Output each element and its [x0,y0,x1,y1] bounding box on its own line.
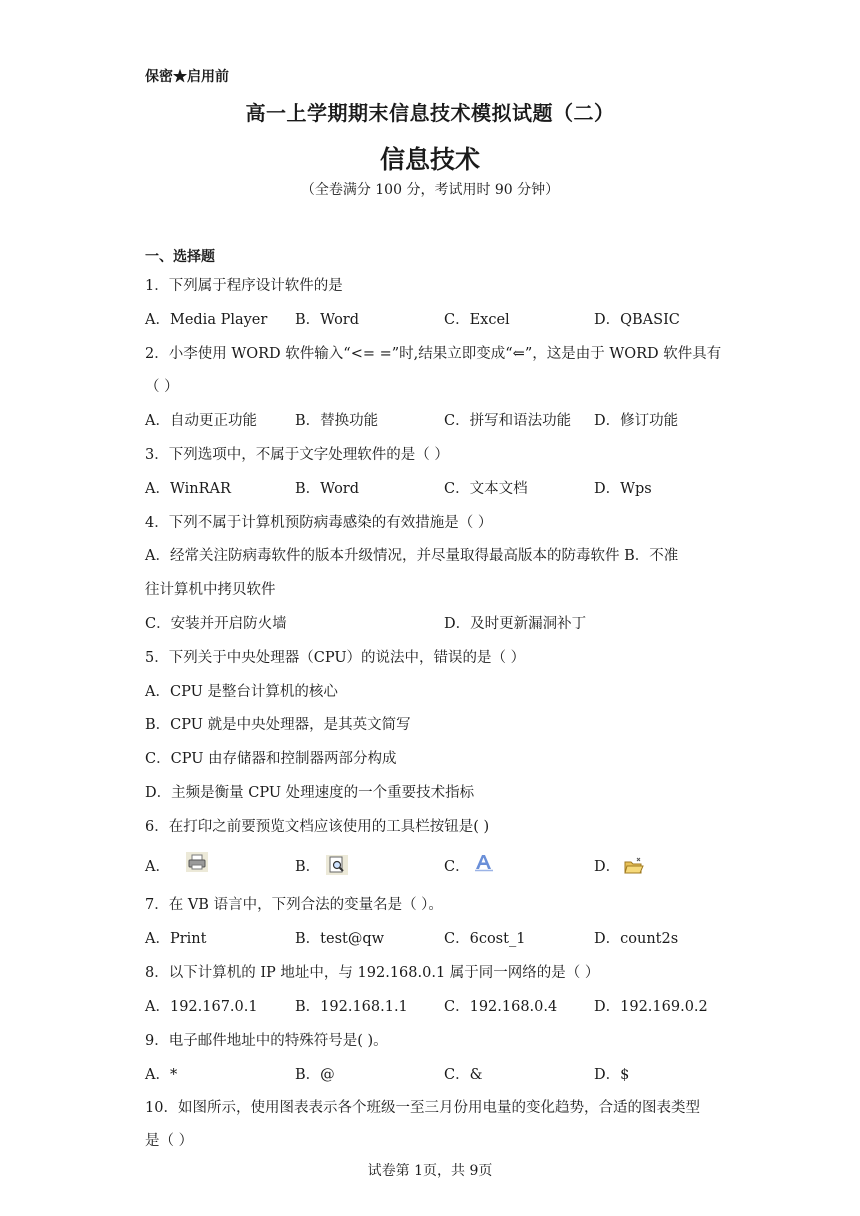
question-9-option-c: C．& [444,1067,483,1083]
question-3-option-b: B．Word [295,481,360,497]
question-9-stem: 9．电子邮件地址中的特殊符号是( )。 [145,1033,388,1049]
question-8-option-c: C．192.168.0.4 [444,999,558,1015]
question-6-option-a: A． [145,859,170,875]
subject-heading: 信息技术 [379,145,480,174]
question-5-option-a: A．CPU 是整台计算机的核心 [145,684,338,700]
question-2-option-d: D．修订功能 [594,413,679,429]
question-6-option-b: B． [295,859,321,875]
question-5-option-d: D．主频是衡量 CPU 处理速度的一个重要技术指标 [145,785,475,801]
section-title: 一、选择题 [145,249,215,265]
question-2-stem-cont: （ ） [145,379,179,395]
print-preview-icon [326,855,348,875]
question-4-options-ab: A．经常关注防病毒软件的版本升级情况，并尽量取得最高版本的防毒软件 B．不准 [145,548,679,564]
question-5-option-b: B．CPU 就是中央处理器，是其英文简写 [145,717,411,733]
question-6-stem: 6．在打印之前要预览文档应该使用的工具栏按钮是( ) [145,819,490,835]
question-8-option-b: B．192.168.1.1 [295,999,408,1015]
question-4-stem: 4．下列不属于计算机预防病毒感染的有效措施是（ ） [145,515,493,531]
question-6-option-d: D． [594,859,621,875]
secret-label: 保密★启用前 [145,69,229,85]
question-3-option-c: C．文本文档 [444,481,528,497]
question-7-option-d: D．count2s [594,931,679,947]
print-icon [186,852,208,872]
question-3-option-a: A．WinRAR [145,481,231,497]
question-1-option-b: B．Word [295,312,360,328]
question-9-option-b: B．@ [295,1067,335,1083]
question-8-option-d: D．192.169.0.2 [594,999,708,1015]
question-2-option-b: B．替换功能 [295,413,379,429]
question-8-stem: 8．以下计算机的 IP 地址中，与 192.168.0.1 属于同一网络的是（ ） [145,965,600,981]
question-8-option-a: A．192.167.0.1 [145,999,258,1015]
question-5-option-c: C．CPU 由存储器和控制器两部分构成 [145,751,397,767]
question-2-option-c: C．拼写和语法功能 [444,413,572,429]
question-3-option-d: D．Wps [594,481,652,497]
question-1-option-a: A．Media Player [145,312,268,328]
question-4-options-ab-cont: 往计算机中拷贝软件 [145,582,276,598]
question-9-option-a: A．* [145,1067,178,1083]
question-6-option-c: C． [444,859,470,875]
exam-note: （全卷满分 100 分，考试用时 90 分钟） [300,182,560,198]
text-style-icon [473,852,495,872]
page-footer: 试卷第 1页，共 9页 [367,1163,493,1179]
question-7-stem: 7．在 VB 语言中，下列合法的变量名是（ ）。 [145,897,443,913]
question-7-option-c: C．6cost_1 [444,931,526,947]
question-10-stem-cont: 是（ ） [145,1133,194,1149]
question-9-option-d: D．$ [594,1067,630,1083]
page-title: 高一上学期期末信息技术模拟试题（二） [245,101,615,125]
question-1-option-d: D．QBASIC [594,312,680,328]
open-folder-icon [623,856,645,876]
question-4-option-c: C．安装并开启防火墙 [145,616,287,632]
question-2-stem: 2．小李使用 WORD 软件输入“<= =”时,结果立即变成“⇐”，这是由于 WORD 软件具有 [145,346,722,362]
question-2-option-a: A．自动更正功能 [145,413,257,429]
question-1-stem: 1．下列属于程序设计软件的是 [145,278,343,294]
question-10-stem: 10．如图所示，使用图表表示各个班级一至三月份用电量的变化趋势，合适的图表类型 [145,1100,700,1116]
question-1-option-c: C．Excel [444,312,510,328]
question-5-stem: 5．下列关于中央处理器（CPU）的说法中，错误的是（ ） [145,650,526,666]
question-3-stem: 3．下列选项中，不属于文字处理软件的是（ ） [145,447,449,463]
question-4-option-d: D．及时更新漏洞补丁 [444,616,587,632]
question-7-option-b: B．test@qw [295,931,385,947]
question-7-option-a: A．Print [145,931,207,947]
